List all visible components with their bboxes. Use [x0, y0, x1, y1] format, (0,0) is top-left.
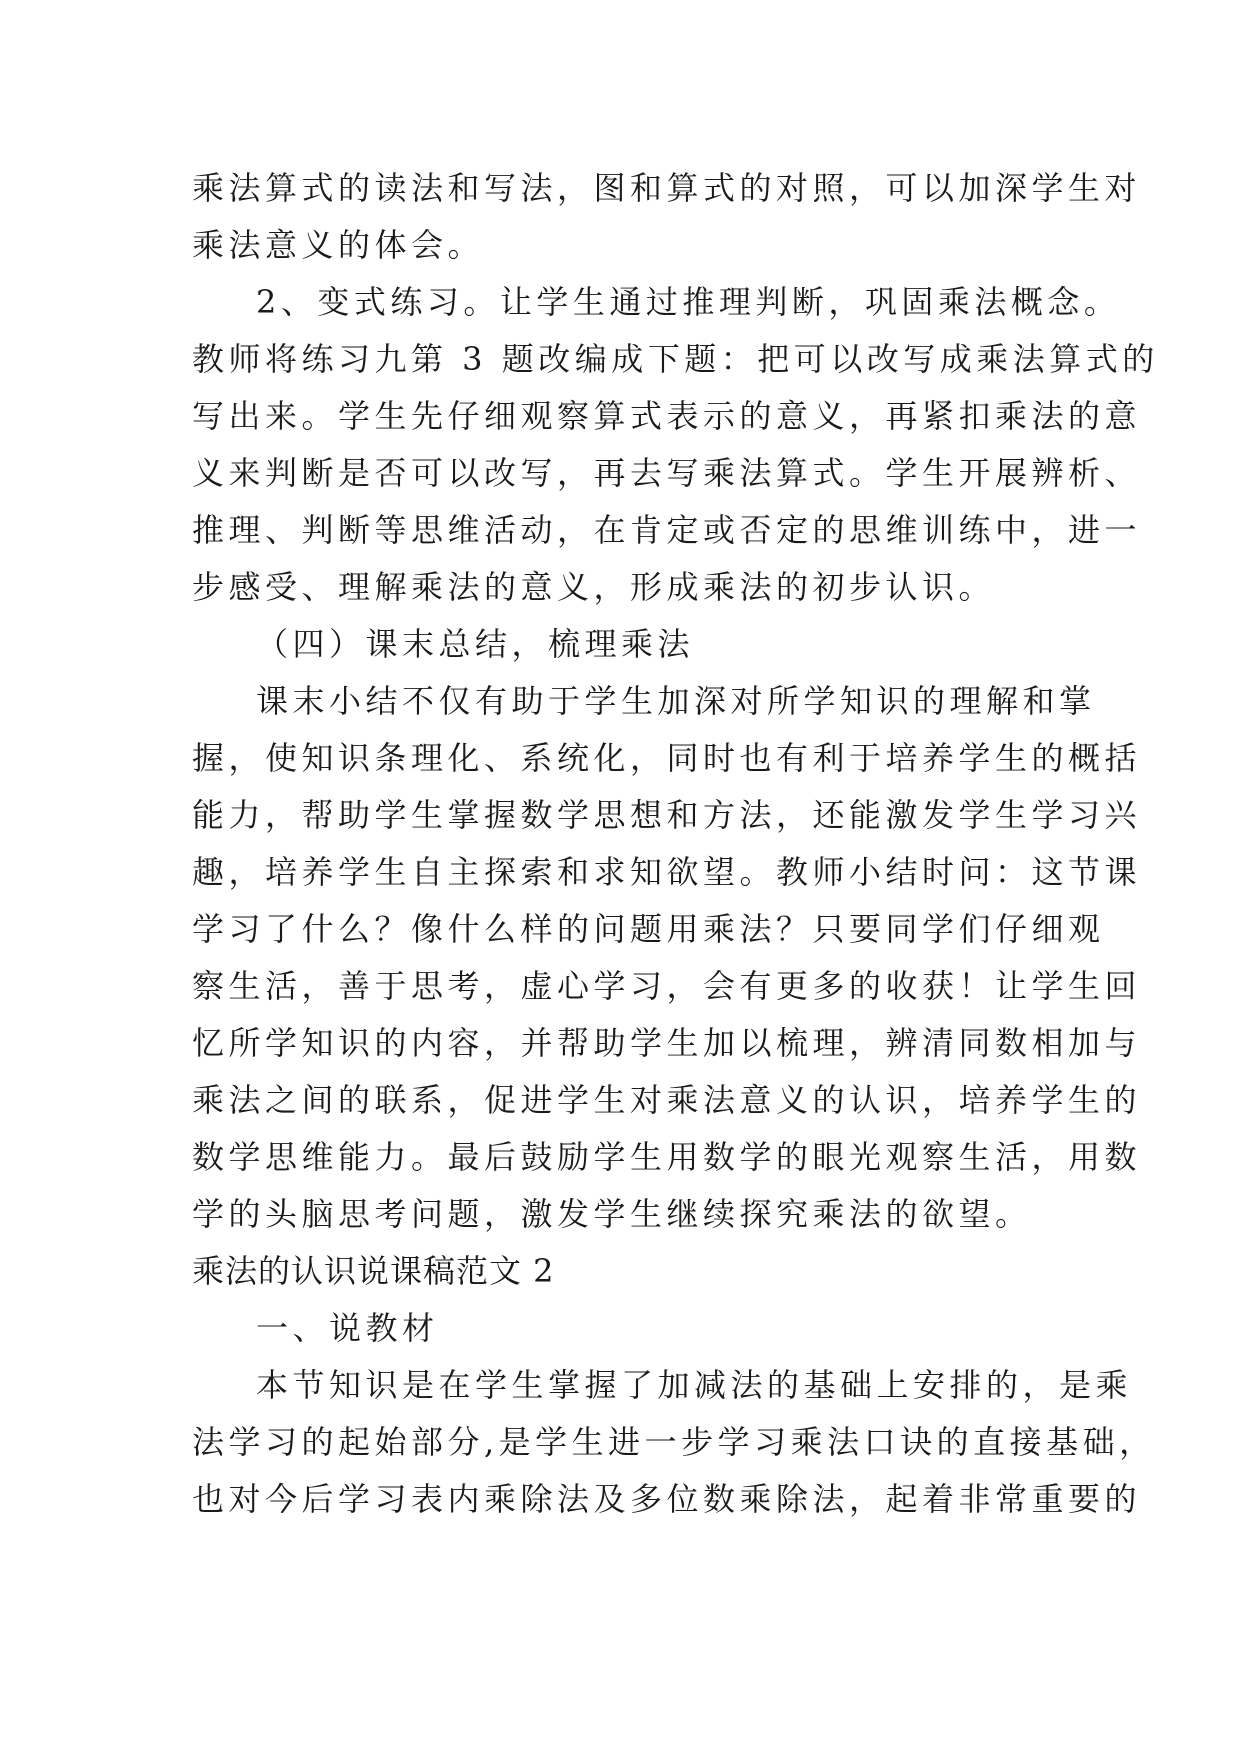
section-heading: 一、说教材	[256, 1309, 439, 1347]
paragraph-line: 学习了什么？像什么样的问题用乘法？只要同学们仔细观	[192, 910, 1105, 948]
paragraph-line: 义来判断是否可以改写，再去写乘法算式。学生开展辨析、	[192, 454, 1142, 492]
paragraph-line: 2、变式练习。让学生通过推理判断，巩固乘法概念。	[256, 283, 1121, 321]
paragraph-line: 法学习的起始部分,是学生进一步学习乘法口诀的直接基础，	[192, 1423, 1156, 1461]
paragraph-line: 步感受、理解乘法的意义，形成乘法的初步认识。	[192, 568, 996, 606]
section-heading: （四）课末总结，梳理乘法	[256, 625, 695, 663]
paragraph-line: 忆所学知识的内容，并帮助学生加以梳理，辨清同数相加与	[192, 1024, 1142, 1062]
paragraph-line: 也对今后学习表内乘除法及多位数乘除法，起着非常重要的	[192, 1480, 1142, 1518]
paragraph-line: 乘法算式的读法和写法，图和算式的对照，可以加深学生对	[192, 169, 1142, 207]
paragraph-line: 数学思维能力。最后鼓励学生用数学的眼光观察生活，用数	[192, 1138, 1142, 1176]
paragraph-line: 本节知识是在学生掌握了加减法的基础上安排的，是乘	[256, 1366, 1133, 1404]
paragraph-line: 写出来。学生先仔细观察算式表示的意义，再紧扣乘法的意	[192, 397, 1142, 435]
paragraph-line: 趣，培养学生自主探索和求知欲望。教师小结时问：这节课	[192, 853, 1142, 891]
paragraph-line: 乘法意义的体会。	[192, 226, 485, 264]
paragraph-line: 能力，帮助学生掌握数学思想和方法，还能激发学生学习兴	[192, 796, 1142, 834]
paragraph-line: 乘法之间的联系，促进学生对乘法意义的认识，培养学生的	[192, 1081, 1142, 1119]
paragraph-line: 察生活，善于思考，虚心学习，会有更多的收获！让学生回	[192, 967, 1142, 1005]
document-body	[192, 160, 1159, 1528]
paragraph-line: 推理、判断等思维活动，在肯定或否定的思维训练中，进一	[192, 511, 1142, 549]
paragraph-line: 握，使知识条理化、系统化，同时也有利于培养学生的概括	[192, 739, 1142, 777]
document-title: 乘法的认识说课稿范文 2	[192, 1252, 555, 1290]
paragraph-line: 教师将练习九第 3 题改编成下题：把可以改写成乘法算式的	[192, 340, 1159, 378]
paragraph-line: 学的头脑思考问题，激发学生继续探究乘法的欲望。	[192, 1195, 1032, 1233]
paragraph-line: 课末小结不仅有助于学生加深对所学知识的理解和掌	[256, 682, 1096, 720]
